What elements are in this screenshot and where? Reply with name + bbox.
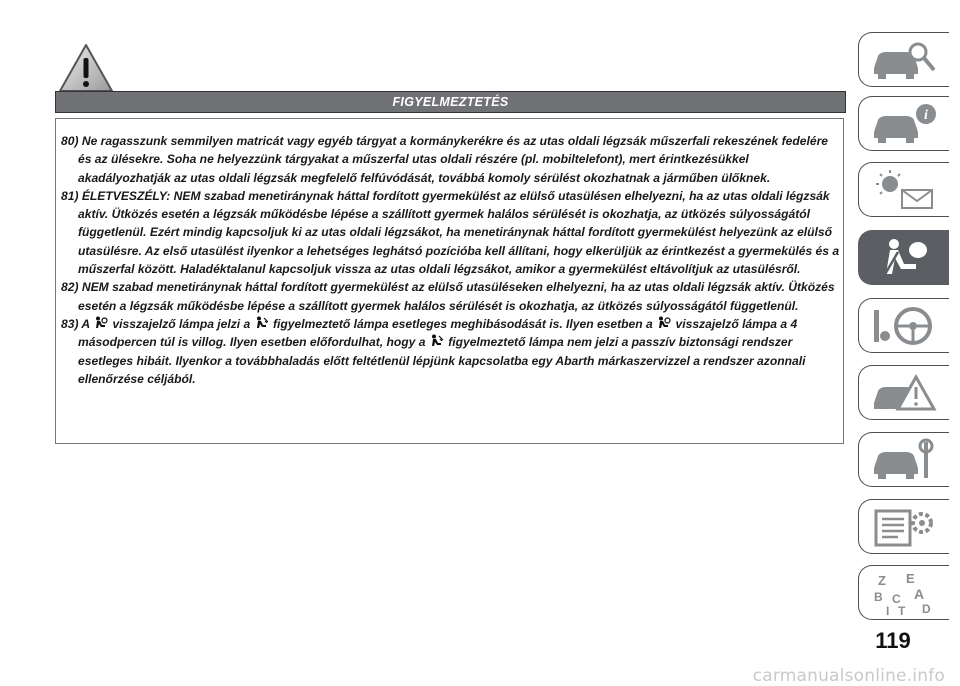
alphabetical-index-icon [868,571,940,615]
warning-triangle-icon [57,42,115,94]
list-item-81: 81) ÉLETVESZÉLY: NEM szabad menetiránynak háttal fordított gyermekülést az elülső utasülésen elhelyezni, ha az utas oldali légzsák aktív. Ütközés esetén a légzsák működésbe lépése a szállított gyermek halálos sérülését is okozhatja, az ütközés súlyosságától függetlenül. Ezért mindig kapcsoljuk ki az utas oldali légzsákot, ha menetiránynak háttal fordított gyermekülést helyezünk az elülső utasülésre. Az első utasülést ilyenkor a lehetséges leghátsó pozícióba kell állítani, hogy elkerüljük az érintkezést a gyermekülés és a műszerfal között. Haladéktalanul kapcsoljuk vissza az utas oldali légzsákot, amikor a gyermekülést eltávolítjuk az utasülésről. [61,188,840,277]
index-letter: Z [878,572,886,588]
starting-driving-icon [868,304,940,348]
index-letter: B [874,589,883,604]
section-title: FIGYELMEZTETÉS [392,95,509,109]
airbag-indicator-icon [94,316,108,330]
index-letter: T [898,603,906,615]
airbag-indicator-icon [657,316,671,330]
airbag-warning-icon [430,334,444,348]
tab-car-info[interactable] [858,96,949,151]
tab-maintenance[interactable] [858,432,949,487]
tab-alphabetical-index[interactable] [858,565,949,620]
item83-part4: visszajelző lámpa a 4 másodpercen túl is villog. Ilyen esetben előfordulhat, hogy a [78,316,798,350]
index-letter: E [906,570,915,586]
index-letter: D [922,601,931,615]
section-header [55,91,846,113]
safety-airbag-icon [868,236,940,280]
car-info-icon [868,102,940,146]
index-letter: C [892,591,901,606]
item83-part2: visszajelző lámpa jelzi a [112,316,251,331]
technical-data-icon [868,505,940,549]
warning-list [61,132,841,388]
item83-part1: 83) A [61,316,90,331]
list-item-80: 80) Ne ragasszunk semmilyen matricát vagy egyéb tárgyat a kormánykerékre és az utas oldali légzsák műszerfali rekeszének fedelére és az ülésekre. Soha ne helyezzünk tárgyakat a műszerfal utas oldali részére (pl. mobiltelefont), mert érintkezésükkel akadályozhatják az utas oldali légzsák megfelelő felfúvódását, továbbá komoly sérülést okozhatnak a járműben ülőknek. [61,134,828,185]
tab-safety[interactable] [858,230,949,285]
lights-message-icon [868,168,940,212]
car-search-icon [868,38,940,82]
index-letter: I [886,603,890,615]
watermark: carmanualsonline.info [752,666,945,686]
airbag-warning-icon [255,316,269,330]
item83-part5: figyelmeztető lámpa nem jelzi a passzív biztonsági rendszer esetleges hibáit. Ilyenkor a továbbhaladás előtt feltétlenül lépjünk kapcsolatba egy Abarth márkaszervizzel a rendszer azonnali ellenőrzése céljából. [78,335,806,386]
list-item-82: 82) NEM szabad menetiránynak háttal fordított gyermekülést az elülső utasüléseken elhelyezni, ha az utas oldali légzsák aktív. Ütközés esetén a légzsák működésbe lépése a szállított gyermek halálos sérülését is okozhatja, az ütközés súlyosságától függetlenül. [61,280,835,313]
page-number: 119 [875,628,911,653]
svg-text:i: i [924,107,928,123]
emergency-car-icon [868,371,940,415]
tab-technical-data[interactable] [858,499,949,554]
index-letter: A [914,585,925,602]
warning-content [55,118,844,444]
tab-starting-driving[interactable] [858,298,949,353]
maintenance-car-icon [868,438,940,482]
tab-emergency[interactable] [858,365,949,420]
tab-car-search[interactable] [858,32,949,87]
tab-lights-messages[interactable] [858,162,949,217]
chapter-sidebar [858,0,960,686]
item83-part3: figyelmeztető lámpa esetleges meghibásodását is. Ilyen esetben a [273,316,653,331]
list-item-83 [61,315,841,388]
